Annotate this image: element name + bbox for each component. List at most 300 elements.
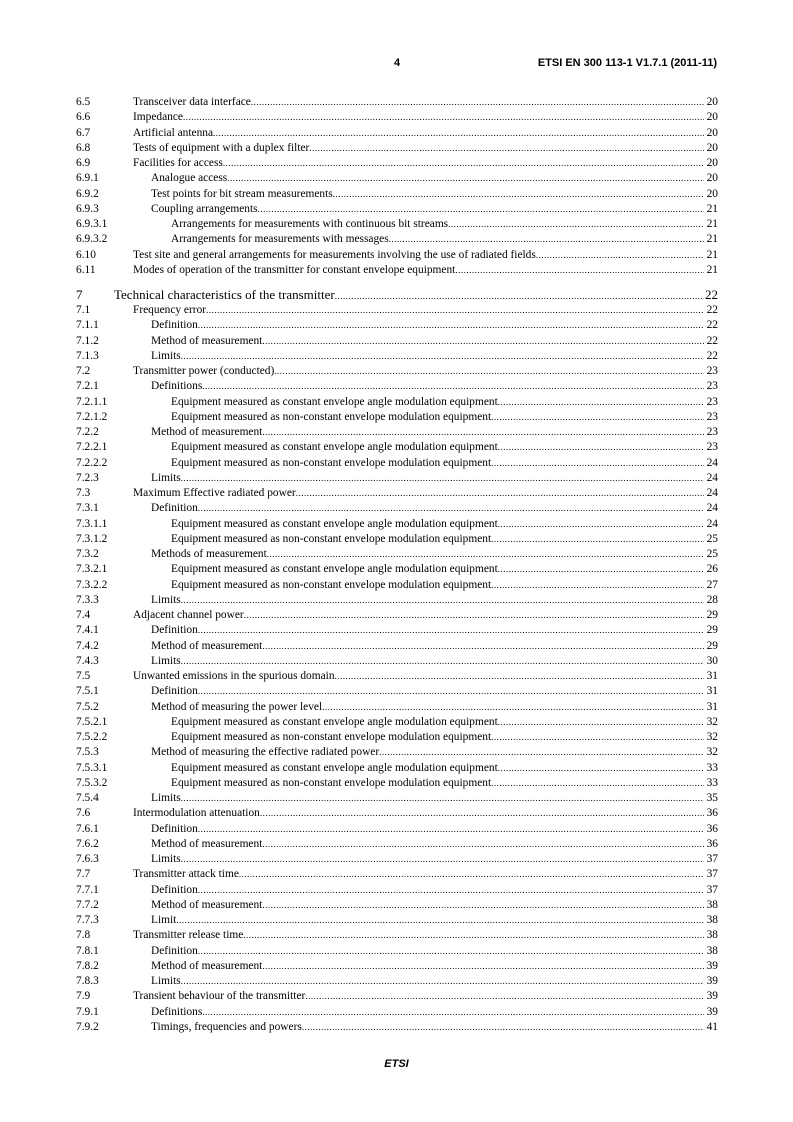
toc-entry-title: Artificial antenna: [133, 126, 214, 139]
toc-entry-page: 35: [706, 792, 718, 804]
toc-entry-title-wrap: [133, 989, 704, 1004]
toc-entry-title: Definitions: [151, 1005, 203, 1018]
toc-entry-page: 38: [706, 914, 718, 926]
toc-entry-title-wrap: [133, 959, 704, 974]
toc-dot-leader: [260, 806, 704, 821]
toc-entry: [76, 486, 718, 501]
toc-entry-number: 7.2.3: [76, 471, 99, 484]
toc-entry-page: 20: [706, 96, 718, 108]
toc-entry-number: 7.5.4: [76, 792, 99, 804]
toc-dot-leader: [498, 562, 704, 577]
toc-entry-title-wrap: [133, 852, 704, 867]
toc-dot-leader: [262, 334, 704, 349]
toc-entry-title: Method of measurement: [151, 639, 263, 652]
toc-entry-page: 29: [706, 624, 718, 637]
toc-dot-leader: [267, 547, 704, 562]
toc-entry: [76, 883, 718, 898]
toc-entry-number: 7.3.1.1: [76, 517, 108, 530]
toc-entry-number: 6.8: [76, 141, 91, 154]
toc-entry-page: 37: [706, 883, 718, 896]
toc-entry-title-wrap: [133, 187, 704, 202]
toc-entry-title-wrap: [133, 593, 704, 608]
toc-entry-number: 7.9.2: [76, 1020, 99, 1033]
toc-entry-number: 7.1.2: [76, 334, 99, 347]
toc-entry-number: 6.5: [76, 96, 91, 108]
toc-entry: [76, 248, 718, 263]
toc-entry-page: 29: [706, 609, 718, 621]
toc-entry-title-wrap: [133, 547, 704, 562]
toc-entry-title-wrap: [133, 623, 704, 638]
toc-entry-page: 30: [706, 654, 718, 667]
toc-entry: [76, 187, 718, 202]
toc-entry-title-wrap: [133, 761, 704, 776]
toc-dot-leader: [448, 217, 704, 232]
toc-entry-page: 39: [706, 990, 718, 1003]
toc-entry-number: 7.1: [76, 304, 91, 316]
toc-entry-title-wrap: [133, 379, 704, 394]
toc-entry-title: Arrangements for measurements with messages: [171, 233, 389, 246]
toc-entry-title-wrap: [133, 974, 704, 989]
toc-entry-title-wrap: [133, 303, 704, 318]
toc-dot-leader: [262, 837, 704, 852]
toc-entry-page: 23: [706, 380, 718, 393]
toc-entry-title: Method of measurement: [151, 426, 263, 438]
toc-entry-page: 20: [706, 172, 718, 185]
toc-entry-title: Facilities for access: [133, 157, 223, 169]
toc-entry: [76, 806, 718, 821]
toc-entry-title-wrap: [133, 395, 704, 410]
toc-entry-title-wrap: [133, 440, 704, 455]
toc-entry-page: 23: [706, 410, 718, 423]
toc-entry-title: Timings, frequencies and powers: [151, 1020, 302, 1033]
toc-dot-leader: [243, 928, 704, 943]
toc-entry-number: 7.7.2: [76, 898, 99, 911]
toc-dot-leader: [498, 761, 704, 776]
toc-entry-title-wrap: [133, 822, 704, 837]
toc-entry-number: 7.5.2: [76, 700, 99, 713]
toc-entry: [76, 578, 718, 593]
toc-entry-number: 6.10: [76, 248, 96, 261]
toc-entry-page: 33: [706, 776, 718, 789]
toc-entry: [76, 761, 718, 776]
toc-entry-title: Equipment measured as constant envelope angle modulation equipment: [171, 517, 498, 530]
toc-entry-page: 21: [706, 248, 718, 261]
toc-entry-number: 7.2.2.2: [76, 456, 108, 469]
page-number: 4: [393, 57, 401, 69]
toc-entry-title-wrap: [133, 913, 704, 928]
toc-dot-leader: [251, 95, 704, 110]
toc-entry: [76, 318, 718, 333]
toc-entry-title: Equipment measured as non-constant envelope modulation equipment: [171, 776, 492, 789]
toc-dot-leader: [206, 303, 704, 318]
toc-dot-leader: [302, 1020, 704, 1035]
toc-entry-title-wrap: [133, 202, 704, 217]
toc-entry-title: Unwanted emissions in the spurious domain: [133, 670, 335, 682]
toc-entry-number: 7.5.3: [76, 746, 99, 759]
toc-entry-number: 7.5.2.2: [76, 731, 108, 743]
toc-entry-title-wrap: [133, 745, 704, 760]
toc-entry: [76, 110, 718, 125]
toc-entry-title: Arrangements for measurements with continuous bit streams: [171, 218, 449, 230]
toc-entry-title-wrap: [133, 410, 704, 425]
toc-entry-title: Methods of measurement: [151, 548, 267, 560]
toc-entry: [76, 334, 718, 349]
toc-dot-leader: [181, 791, 704, 806]
toc-entry-page: 36: [706, 837, 718, 850]
toc-entry: [76, 562, 718, 577]
toc-entry-number: 7.6.2: [76, 837, 99, 850]
toc-entry-number: 7.3.2.1: [76, 563, 108, 576]
toc-entry-number: 7.5: [76, 670, 91, 682]
toc-entry: [76, 410, 718, 425]
toc-entry-number: 7.2.1.1: [76, 395, 108, 408]
toc-entry: [76, 913, 718, 928]
toc-entry-page: 39: [706, 975, 718, 987]
toc-dot-leader: [309, 141, 704, 156]
toc-dot-leader: [223, 156, 704, 171]
toc-entry-title: Limits: [151, 792, 181, 804]
toc-entry: [76, 425, 718, 440]
toc-entry-title: Definition: [151, 624, 198, 637]
toc-dot-leader: [198, 623, 704, 638]
toc-entry-title-wrap: [133, 715, 704, 730]
toc-entry: [76, 593, 718, 608]
toc-entry-title-wrap: [133, 171, 704, 186]
toc-entry-title: Method of measurement: [151, 334, 263, 347]
toc-dot-leader: [498, 517, 704, 532]
toc-entry-number: 7.8: [76, 929, 91, 942]
toc-entry-title-wrap: [133, 669, 704, 684]
toc-entry-title-wrap: [133, 730, 704, 745]
toc-entry-title: Method of measurement: [151, 959, 263, 972]
toc-entry: [76, 822, 718, 837]
toc-entry: [76, 456, 718, 471]
toc-entry-page: 31: [706, 685, 718, 698]
toc-dot-leader: [389, 232, 704, 247]
toc-dot-leader: [262, 425, 704, 440]
toc-entry-page: 20: [706, 157, 718, 169]
toc-entry-number: 6.9.3: [76, 202, 99, 215]
toc-entry-title: Limits: [151, 349, 181, 362]
toc-dot-leader: [491, 578, 704, 593]
toc-entry-title-wrap: [133, 578, 704, 593]
toc-entry-number: 7.2.1.2: [76, 410, 108, 423]
toc-entry-title-wrap: [133, 562, 704, 577]
toc-entry-page: 33: [706, 761, 718, 774]
toc-entry-page: 38: [706, 929, 718, 942]
toc-entry-number: 7.8.3: [76, 975, 99, 987]
toc-entry-page: 27: [706, 578, 718, 591]
toc-entry-title-wrap: [133, 126, 704, 141]
toc-entry-title: Maximum Effective radiated power: [133, 487, 296, 499]
toc-entry-title-wrap: [133, 425, 704, 440]
toc-entry-page: 21: [706, 202, 718, 215]
toc-entry-title: Coupling arrangements: [151, 202, 258, 215]
toc-entry-page: 25: [706, 548, 718, 560]
toc-entry-title-wrap: [133, 156, 704, 171]
toc-entry-page: 26: [706, 563, 718, 576]
toc-entry-number: 7.3.3: [76, 593, 99, 606]
toc-entry-title: Transmitter release time: [133, 929, 244, 942]
toc-dot-leader: [498, 440, 704, 455]
toc-dot-leader: [491, 776, 704, 791]
toc-entry-number: 7.6.1: [76, 822, 99, 835]
toc-entry: [76, 730, 718, 745]
toc-dot-leader: [379, 745, 704, 760]
toc-entry-number: 7.9: [76, 990, 91, 1003]
toc-entry-title: Limits: [151, 853, 181, 865]
toc-entry-title-wrap: [133, 837, 704, 852]
toc-dot-leader: [455, 263, 704, 278]
toc-entry-number: 7.5.1: [76, 685, 99, 698]
toc-entry-title: Limits: [151, 593, 181, 606]
toc-dot-leader: [335, 669, 704, 684]
toc-entry: [76, 944, 718, 959]
toc-entry-title-wrap: [133, 867, 704, 882]
toc-entry-number: 6.9.3.1: [76, 218, 108, 230]
toc-entry-page: 41: [706, 1020, 718, 1033]
toc-dot-leader: [181, 974, 704, 989]
toc-entry-page: 37: [706, 853, 718, 865]
toc-entry: [76, 684, 718, 699]
toc-entry: [76, 202, 718, 217]
toc-entry-title: Limits: [151, 654, 181, 667]
toc-entry-title: Equipment measured as constant envelope angle modulation equipment: [171, 395, 498, 408]
toc-entry-number: 7.2.2.1: [76, 441, 108, 454]
toc-entry: [76, 501, 718, 516]
toc-entry-page: 20: [706, 187, 718, 200]
toc-entry-title: Frequency error: [133, 304, 207, 316]
toc-entry-title-wrap: [133, 684, 704, 699]
toc-entry-title-wrap: [133, 456, 704, 471]
toc-entry-title-wrap: [133, 532, 704, 547]
toc-entry-title: Impedance: [133, 111, 183, 124]
toc-entry-title: Definition: [151, 822, 198, 835]
toc-entry-number: 7.4.3: [76, 654, 99, 667]
toc-entry: [76, 1020, 718, 1035]
toc-entry-page: 24: [706, 502, 718, 515]
toc-entry-page: 21: [706, 218, 718, 230]
toc-entry-title: Definitions: [151, 380, 203, 393]
toc-entry-number: 7.5.3.2: [76, 776, 108, 789]
toc-entry-title-wrap: [133, 1005, 704, 1020]
toc-entry: [76, 928, 718, 943]
toc-dot-leader: [262, 959, 704, 974]
toc-entry: [76, 349, 718, 364]
toc-entry-title: Definition: [151, 685, 198, 698]
toc-entry: [76, 171, 718, 186]
toc-entry-number: 7.6.3: [76, 853, 99, 865]
toc-entry-title-wrap: [133, 263, 704, 278]
toc-entry-title-wrap: [133, 806, 704, 821]
toc-entry-title: Equipment measured as constant envelope angle modulation equipment: [171, 441, 498, 454]
toc-entry-page: 20: [706, 126, 718, 139]
toc-entry: [76, 217, 718, 232]
toc-dot-leader: [202, 379, 704, 394]
toc-entry: [76, 852, 718, 867]
toc-entry-title: Limits: [151, 975, 181, 987]
toc-entry-number: 7.4.2: [76, 639, 99, 652]
table-of-contents: [76, 95, 718, 1035]
toc-entry-title-wrap: [133, 791, 704, 806]
toc-entry: [76, 303, 718, 318]
toc-entry-number: 7.7.3: [76, 914, 99, 926]
toc-entry-title-wrap: [133, 928, 704, 943]
toc-entry-number: 6.9.3.2: [76, 233, 108, 246]
toc-dot-leader: [491, 532, 704, 547]
toc-dot-leader: [202, 1005, 704, 1020]
toc-entry-title: Equipment measured as non-constant envelope modulation equipment: [171, 578, 492, 591]
toc-entry-title: Method of measuring the power level: [151, 700, 323, 713]
toc-entry-title: Transmitter attack time: [133, 868, 239, 881]
toc-entry: [76, 263, 718, 278]
toc-entry: [76, 989, 718, 1004]
toc-dot-leader: [244, 608, 704, 623]
toc-dot-leader: [227, 171, 704, 186]
toc-dot-leader: [305, 989, 704, 1004]
toc-entry-title-wrap: [133, 608, 704, 623]
toc-entry-title-wrap: [133, 517, 704, 532]
toc-entry: [76, 364, 718, 379]
toc-entry-title-wrap: [133, 217, 704, 232]
toc-entry: [76, 959, 718, 974]
toc-entry: [76, 837, 718, 852]
toc-entry-title: Technical characteristics of the transmitter: [114, 287, 335, 302]
toc-entry-page: 24: [706, 487, 718, 499]
toc-dot-leader: [491, 456, 704, 471]
toc-entry-number: 7.3.2.2: [76, 578, 108, 591]
toc-entry-page: 32: [706, 715, 718, 728]
toc-entry: [76, 232, 718, 247]
toc-entry-page: 32: [706, 746, 718, 759]
toc-dot-leader: [258, 202, 704, 217]
toc-entry-number: 6.7: [76, 126, 91, 139]
toc-entry-number: 7.3.1: [76, 502, 99, 515]
toc-entry-title-wrap: [133, 110, 704, 125]
toc-dot-leader: [322, 700, 704, 715]
toc-entry-title: Adjacent channel power: [133, 609, 244, 621]
toc-entry-title: Method of measurement: [151, 898, 263, 911]
toc-entry-page: 36: [706, 822, 718, 835]
toc-entry-page: 24: [706, 517, 718, 530]
toc-entry: [76, 95, 718, 110]
toc-entry-title-wrap: [133, 318, 704, 333]
toc-entry-title-wrap: [133, 898, 704, 913]
toc-entry-page: 32: [706, 731, 718, 743]
toc-entry-title: Equipment measured as non-constant envelope modulation equipment: [171, 532, 492, 545]
toc-dot-leader: [198, 684, 704, 699]
toc-entry-title: Equipment measured as non-constant envelope modulation equipment: [171, 731, 492, 743]
toc-entry: [76, 126, 718, 141]
toc-entry-number: 7.1.3: [76, 349, 99, 362]
toc-entry: [76, 700, 718, 715]
toc-dot-leader: [274, 364, 704, 379]
toc-entry: [76, 867, 718, 882]
toc-entry-number: 6.11: [76, 263, 96, 276]
toc-entry: [76, 517, 718, 532]
toc-entry-title: Intermodulation attenuation: [133, 807, 260, 820]
toc-entry-number: 7.1.1: [76, 319, 99, 332]
toc-entry-title-wrap: [133, 486, 704, 501]
toc-entry-title: Equipment measured as constant envelope angle modulation equipment: [171, 761, 498, 774]
toc-entry-number: 7.2: [76, 365, 91, 377]
toc-entry: [76, 608, 718, 623]
toc-entry-title-wrap: [133, 232, 704, 247]
toc-entry-number: 7.4.1: [76, 624, 99, 637]
toc-entry-title: Definition: [151, 944, 198, 957]
toc-entry-number: 7.7: [76, 868, 91, 881]
toc-entry-title: Definition: [151, 883, 198, 896]
toc-dot-leader: [239, 867, 704, 882]
toc-entry-page: 37: [706, 868, 718, 881]
toc-entry: [76, 1005, 718, 1020]
toc-entry-title: Test points for bit stream measurements: [151, 187, 333, 200]
toc-entry-page: 31: [706, 670, 718, 682]
toc-entry: [76, 156, 718, 171]
toc-entry: [76, 745, 718, 760]
toc-entry-number: 7.3.1.2: [76, 532, 108, 545]
toc-entry-number: 7.2.2: [76, 426, 99, 438]
toc-dot-leader: [491, 730, 704, 745]
toc-entry-title: Limits: [151, 471, 181, 484]
toc-entry-title: Test site and general arrangements for measurements involving the use of radiated fields: [133, 248, 536, 261]
toc-entry-title: Method of measurement: [151, 837, 263, 850]
toc-entry-title: Equipment measured as constant envelope angle modulation equipment: [171, 563, 498, 576]
toc-entry-number: 7.5.3.1: [76, 761, 108, 774]
toc-entry: [76, 715, 718, 730]
toc-dot-leader: [491, 410, 704, 425]
toc-dot-leader: [181, 654, 704, 669]
toc-entry-number: 7.6: [76, 807, 91, 820]
footer-etsi: ETSI: [384, 1058, 409, 1070]
toc-entry-page: 39: [706, 959, 718, 972]
toc-dot-leader: [262, 898, 704, 913]
toc-entry: [76, 776, 718, 791]
toc-entry-number: 7: [76, 287, 83, 302]
toc-entry-number: 7.7.1: [76, 883, 99, 896]
toc-entry: [76, 395, 718, 410]
toc-entry-number: 6.9.1: [76, 172, 99, 185]
toc-entry: [76, 791, 718, 806]
toc-entry-title: Method of measuring the effective radiated power: [151, 746, 380, 759]
toc-dot-leader: [213, 126, 704, 141]
toc-entry-title-wrap: [133, 776, 704, 791]
toc-dot-leader: [181, 471, 704, 486]
toc-entry: [76, 898, 718, 913]
toc-entry-page: 31: [706, 700, 718, 713]
toc-dot-leader: [296, 486, 704, 501]
toc-entry-title-wrap: [133, 349, 704, 364]
toc-entry-number: 7.4: [76, 609, 91, 621]
toc-entry-page: 38: [706, 898, 718, 911]
toc-entry-number: 7.8.1: [76, 944, 99, 957]
toc-entry-page: 24: [706, 471, 718, 484]
toc-entry-title: Tests of equipment with a duplex filter: [133, 141, 310, 154]
toc-entry-title: Analogue access: [151, 172, 228, 185]
toc-entry-page: 22: [706, 334, 718, 347]
toc-entry-page: 24: [706, 456, 718, 469]
toc-entry: [76, 974, 718, 989]
toc-entry-page: 28: [706, 593, 718, 606]
toc-entry-page: 21: [706, 233, 718, 246]
toc-entry-title: Transient behaviour of the transmitter: [133, 990, 306, 1003]
toc-entry-number: 7.5.2.1: [76, 715, 108, 728]
toc-entry-page: 23: [706, 441, 718, 454]
toc-dot-leader: [198, 944, 704, 959]
toc-gap: [76, 278, 718, 286]
toc-entry: [76, 379, 718, 394]
toc-entry-page: 22: [706, 319, 718, 332]
